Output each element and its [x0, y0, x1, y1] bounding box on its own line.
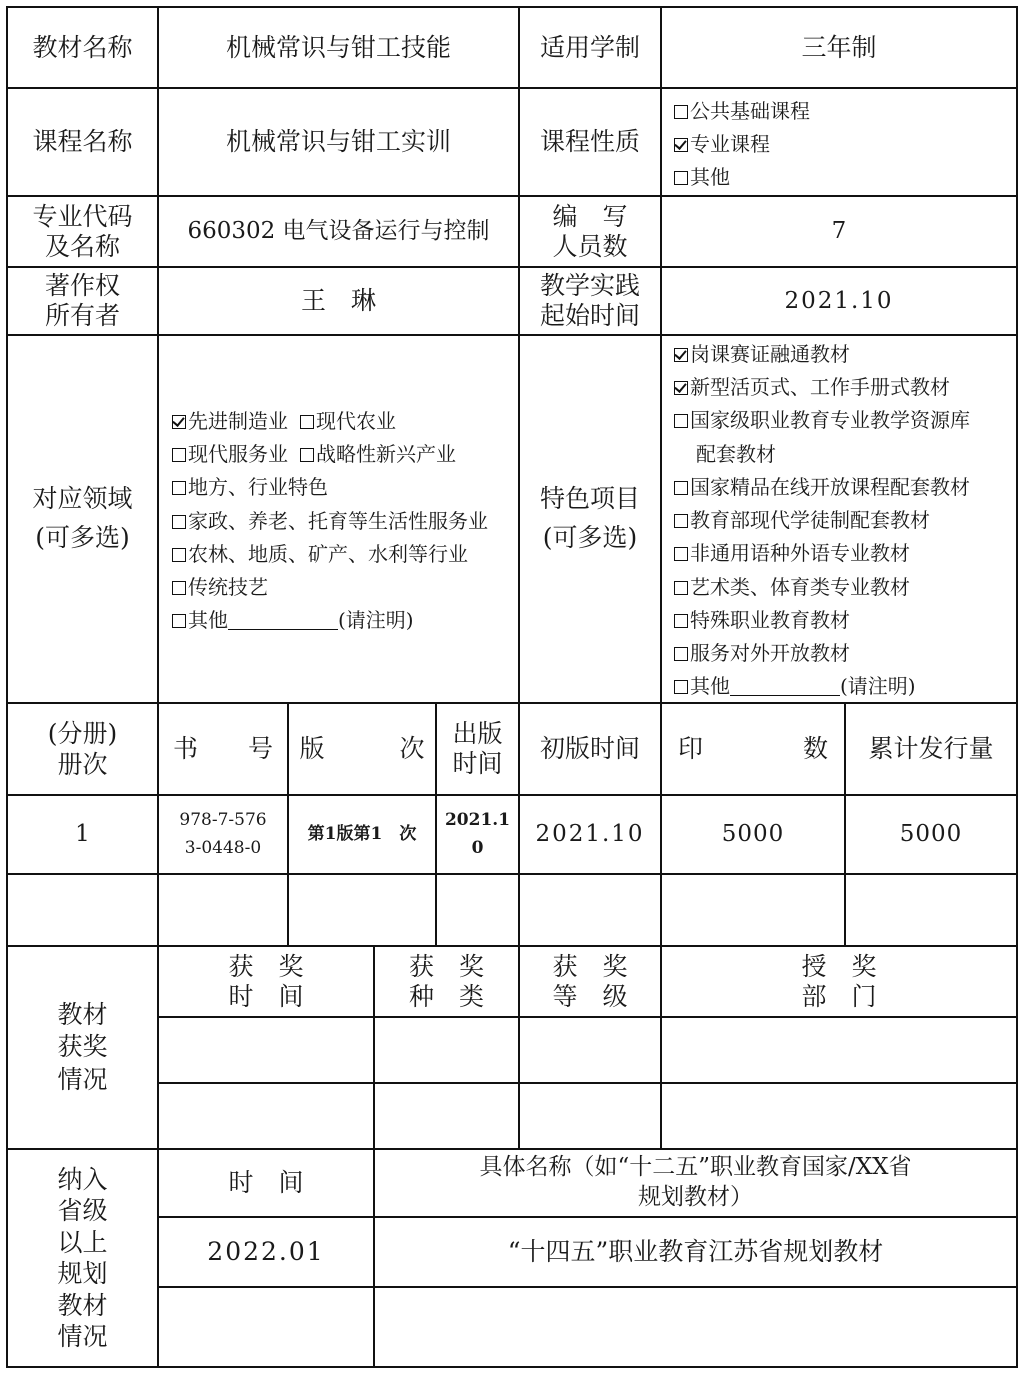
- option-label: 非通用语种外语专业教材: [690, 541, 910, 565]
- volume-header: (分册) 册次: [47, 718, 118, 779]
- isbn-header: 书 号: [172, 734, 273, 764]
- row1-first-edition: 2021.10: [535, 821, 645, 848]
- checkbox-icon: [674, 614, 688, 628]
- planning-name-header: 具体名称（如“十二五”职业教育国家/XX省 规划教材）: [479, 1154, 912, 1210]
- option-label: 传统技艺: [188, 575, 268, 599]
- feature-option-apprenticeship[interactable]: [674, 510, 930, 530]
- line-h9: [157, 1016, 1018, 1018]
- option-label: 艺术类、体育类专业教材: [690, 575, 910, 599]
- feature-option-job-course[interactable]: [674, 344, 850, 364]
- option-label: 其他: [690, 165, 730, 189]
- award-level-header: 获 奖 等 级: [552, 951, 628, 1011]
- checkbox-icon: [674, 481, 688, 495]
- applicable-system-label: 适用学制: [539, 32, 640, 62]
- checkbox-icon: [172, 548, 186, 562]
- checked-checkbox-icon: [674, 348, 688, 362]
- line-right: [1016, 6, 1018, 1368]
- course-name-label: 课程名称: [32, 127, 133, 157]
- feature-option-foreign-language[interactable]: [674, 543, 910, 563]
- row1-pub-time: 2021.1 0: [444, 810, 511, 858]
- option-label: 国家级职业教育专业教学资源库: [690, 408, 970, 432]
- authors-count-label: 编 写 人员数: [552, 201, 628, 261]
- award-department-header: 授 奖 部 门: [801, 951, 877, 1011]
- pub-time-header: 出版 时间: [452, 719, 503, 778]
- option-label: 公共基础课程: [690, 99, 810, 123]
- option-label: 现代服务业: [188, 442, 288, 466]
- major-code-label: 专业代码 及名称: [32, 201, 133, 261]
- row1-isbn: 978-7-576 3-0448-0: [179, 810, 267, 858]
- option-label: 教育部现代学徒制配套教材: [690, 508, 930, 532]
- checkbox-icon: [674, 514, 688, 528]
- option-label: 其他: [188, 608, 228, 632]
- award-type-header: 获 奖 种 类: [408, 951, 484, 1011]
- option-label: 现代农业: [316, 409, 396, 433]
- checked-checkbox-icon: [674, 381, 688, 395]
- checkbox-icon: [172, 481, 186, 495]
- option-label: 先进制造业: [188, 409, 288, 433]
- award-time-header: 获 奖 时 间: [228, 951, 304, 1011]
- domain-option-agri-geo-mining[interactable]: [172, 544, 468, 564]
- feature-option-other[interactable]: [674, 676, 916, 696]
- course-name-value: 机械常识与钳工实训: [225, 127, 451, 157]
- checkbox-icon: [674, 547, 688, 561]
- first-edition-header: 初版时间: [539, 734, 640, 764]
- domain-option-household-service[interactable]: [172, 511, 488, 531]
- option-label: 岗课赛证融通教材: [690, 342, 850, 366]
- domain-option-strategic-emerging[interactable]: [300, 444, 456, 464]
- row1-volume: 1: [75, 821, 90, 848]
- awards-label: 教材 获奖 情况: [57, 999, 108, 1094]
- authors-count-value: 7: [831, 218, 847, 245]
- other-blank[interactable]: [730, 677, 840, 696]
- option-label: 特殊职业教育教材: [690, 608, 850, 632]
- feature-option-resource-library-cont: [696, 444, 776, 464]
- major-code-value: 660302 电气设备运行与控制: [187, 218, 490, 245]
- other-blank[interactable]: [228, 611, 338, 630]
- row1-edition: 第1版第1 次: [307, 823, 417, 844]
- edition-header: 版 次: [299, 734, 425, 764]
- textbook-name-value: 机械常识与钳工技能: [225, 32, 451, 62]
- checkbox-icon: [172, 581, 186, 595]
- feature-option-resource-library[interactable]: [674, 410, 970, 430]
- option-label-continuation: 配套教材: [696, 442, 776, 466]
- row1-print-count: 5000: [721, 821, 785, 848]
- planning-label: 纳入 省级 以上 规划 教材 情况: [57, 1164, 108, 1351]
- checkbox-icon: [172, 515, 186, 529]
- course-nature-option-professional[interactable]: [674, 134, 770, 154]
- planning-row1-name: “十四五”职业教育江苏省规划教材: [507, 1237, 884, 1267]
- applicable-system-value: 三年制: [801, 32, 877, 62]
- planning-row1-time: 2022.01: [207, 1237, 325, 1267]
- other-note: (请注明): [338, 608, 414, 632]
- option-label: 新型活页式、工作手册式教材: [690, 375, 950, 399]
- option-label: 国家精品在线开放课程配套教材: [690, 475, 970, 499]
- textbook-name-label: 教材名称: [32, 32, 133, 62]
- checkbox-icon: [674, 647, 688, 661]
- checked-checkbox-icon: [674, 138, 688, 152]
- checkbox-icon: [674, 680, 688, 694]
- copyright-owner-value: 王 琳: [300, 286, 376, 316]
- domain-option-modern-service[interactable]: [172, 444, 288, 464]
- other-note: (请注明): [840, 674, 916, 698]
- course-nature-option-other[interactable]: [674, 167, 730, 187]
- planning-time-header: 时 间: [228, 1168, 304, 1198]
- option-label: 其他: [690, 674, 730, 698]
- line-h10: [157, 1082, 1018, 1084]
- print-count-header: 印 数: [677, 734, 828, 764]
- option-label: 地方、行业特色: [188, 475, 328, 499]
- option-label: 专业课程: [690, 132, 770, 156]
- option-label: 农林、地质、矿产、水利等行业: [188, 542, 468, 566]
- feature-option-loose-leaf[interactable]: [674, 377, 950, 397]
- checkbox-icon: [674, 105, 688, 119]
- total-issued-header: 累计发行量: [868, 734, 994, 764]
- checkbox-icon: [300, 415, 314, 429]
- domain-option-traditional-craft[interactable]: [172, 577, 268, 597]
- course-nature-option-public[interactable]: [674, 101, 810, 121]
- feature-option-art-sports[interactable]: [674, 577, 910, 597]
- domain-option-modern-agriculture[interactable]: [300, 411, 396, 431]
- checkbox-icon: [172, 614, 186, 628]
- checked-checkbox-icon: [172, 415, 186, 429]
- option-label: 家政、养老、托育等生活性服务业: [188, 509, 488, 533]
- checkbox-icon: [674, 581, 688, 595]
- feature-option-special-education[interactable]: [674, 610, 850, 630]
- feature-option-online-course[interactable]: [674, 477, 970, 497]
- checkbox-icon: [300, 448, 314, 462]
- option-label: 战略性新兴产业: [316, 442, 456, 466]
- domain-label: 对应领域 (可多选): [32, 484, 133, 552]
- domain-option-other[interactable]: [172, 610, 414, 630]
- row1-total-issued: 5000: [899, 821, 963, 848]
- checkbox-icon: [674, 171, 688, 185]
- feature-option-opening-up[interactable]: [674, 643, 850, 663]
- checkbox-icon: [172, 448, 186, 462]
- domain-option-local-industry[interactable]: [172, 477, 328, 497]
- practice-start-value: 2021.10: [784, 287, 894, 314]
- line-h13: [157, 1286, 1018, 1288]
- option-label: 服务对外开放教材: [690, 641, 850, 665]
- copyright-owner-label: 著作权 所有者: [44, 271, 120, 330]
- checkbox-icon: [674, 414, 688, 428]
- feature-label: 特色项目 (可多选): [539, 484, 640, 552]
- domain-option-advanced-manufacturing[interactable]: [172, 411, 288, 431]
- practice-start-label: 教学实践 起始时间: [539, 271, 640, 330]
- course-nature-label: 课程性质: [539, 127, 640, 157]
